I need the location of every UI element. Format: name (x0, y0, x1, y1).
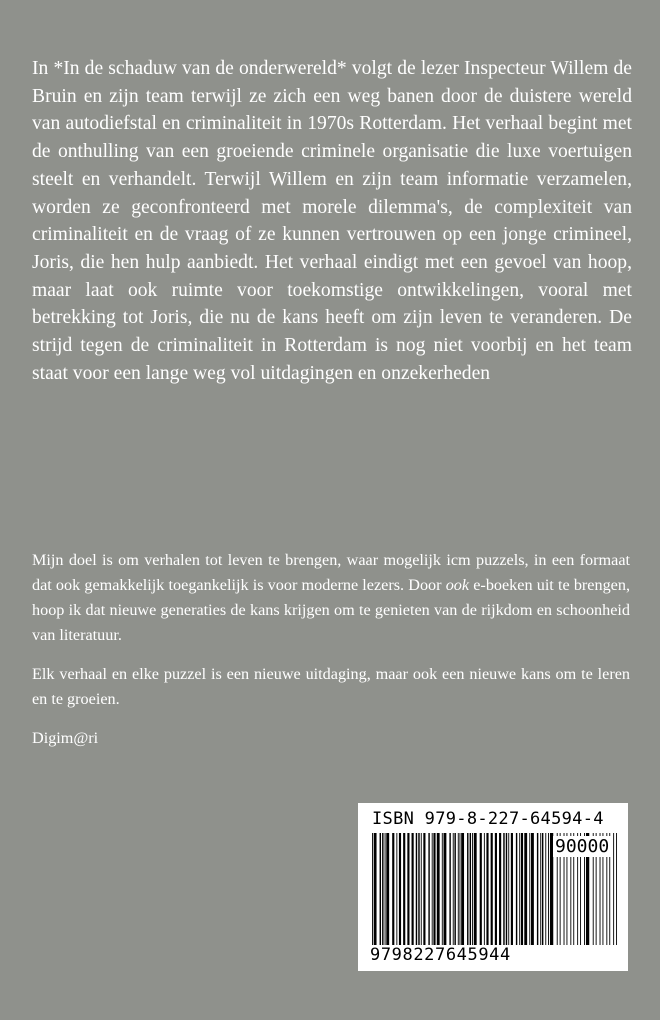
barcode-bar (428, 833, 429, 945)
author-note (32, 548, 630, 765)
author-paragraph-1 (32, 548, 630, 648)
barcode-bar (495, 833, 497, 945)
barcode-bar (531, 833, 534, 945)
author-paragraph-1-emphasis: ook (445, 576, 470, 594)
barcode-bar (396, 833, 397, 945)
isbn-barcode (358, 803, 628, 971)
barcode-bar (524, 833, 527, 945)
barcode-bar (542, 833, 543, 945)
barcode-bar (545, 833, 546, 945)
barcode-bar (486, 833, 488, 945)
barcode-bar (491, 833, 493, 945)
isbn-label: ISBN 979-8-227-64594-4 (372, 809, 604, 829)
barcode-bar (386, 833, 389, 945)
barcode-bar (519, 833, 520, 945)
barcode-bar (472, 833, 473, 945)
barcode-bar (453, 833, 454, 945)
barcode-bar (484, 833, 485, 945)
barcode-bar (461, 833, 464, 945)
barcode-bar (423, 833, 425, 945)
barcode-bar (616, 833, 617, 945)
barcode-bar (444, 833, 447, 945)
barcode-bar (467, 833, 468, 945)
ean-number: 9798227645944 (370, 945, 511, 965)
barcode-bar (421, 833, 422, 945)
ean-barcode-bars (372, 833, 547, 945)
barcode-bar (508, 833, 509, 945)
author-signature: Digim@ri (32, 729, 99, 747)
barcode-bar (399, 833, 401, 945)
book-blurb: In *In de schaduw van de onderwereld* volgt de lezer Inspecteur Willem de Bruin en zijn team terwijl ze zich een weg banen door de duistere wereld van autodiefstal en criminaliteit in 1970s Rotterdam. Het verhaal begint met de onthulling van een groeiende criminele organisatie die luxe voertuigen steelt en verhandelt. Terwijl Willem en zijn team informatie verzamelen, worden ze geconfronteerd met morele dilemma's, de complexiteit van criminaliteit en de vraag of ze kunnen vertrouwen op een jonge crimineel, Joris, die hen hulp aanbiedt. Het verhaal eindigt met een gevoel van hoop, maar laat ook ruimte voor toekomstige ontwikkelingen, vooral met betrekking tot Joris, die nu de kans heeft om zijn leven te veranderen. De strijd tegen de criminaliteit in Rotterdam is nog niet voorbij en het team staat voor een lange weg vol uitdagingen en onzekerheden (32, 58, 632, 384)
barcode-bar (432, 833, 433, 945)
barcode-bar (474, 833, 477, 945)
barcode-bar (540, 833, 541, 945)
barcode-bar (416, 833, 417, 945)
barcode-bar (433, 833, 435, 945)
barcode-bar (392, 833, 394, 945)
barcode-bar (418, 833, 419, 945)
addon-number: 90000 (555, 836, 610, 857)
barcode-bar (380, 833, 381, 945)
barcode-bar (449, 833, 450, 945)
barcode-bar (437, 833, 440, 945)
barcode-bar (613, 833, 614, 945)
barcode-bar (516, 833, 517, 945)
barcode-bar (480, 833, 482, 945)
author-paragraph-1-end: e-boeken uit te brengen, hoop ik dat nieuwe generaties de kans krijgen om te genieten van de rijkdom en schoonheid van literatuur. (32, 576, 630, 644)
barcode-bar (548, 833, 549, 945)
barcode-bar (511, 833, 513, 945)
author-paragraph-2: Elk verhaal en elke puzzel is een nieuwe uitdaging, maar ook een nieuwe kans om te leren en te groeien. (32, 665, 630, 708)
barcode-bar (458, 833, 459, 945)
barcode-bar (385, 833, 386, 945)
barcode-bar (499, 833, 501, 945)
barcode-bar (403, 833, 405, 945)
author-paragraph-1-start: Mijn doel is om verhalen tot leven te brengen, waar mogelijk icm puzzels, in een formaat dat ook gemakkelijk toegankelijk is voor moderne lezers. Door (32, 551, 630, 594)
barcode-bar (412, 833, 414, 945)
barcode-bar (503, 833, 504, 945)
barcode-bar (382, 833, 383, 945)
barcode-bar (442, 833, 443, 945)
barcode-bar (374, 833, 377, 945)
barcode-bar (521, 833, 523, 945)
barcode-bar (537, 833, 538, 945)
barcode-bar (506, 833, 507, 945)
barcode-bar (470, 833, 471, 945)
barcode-bar (454, 833, 455, 945)
barcode-bar (460, 833, 461, 945)
barcode-bar (372, 833, 373, 945)
barcode-bar (529, 833, 530, 945)
barcode-bar (407, 833, 409, 945)
